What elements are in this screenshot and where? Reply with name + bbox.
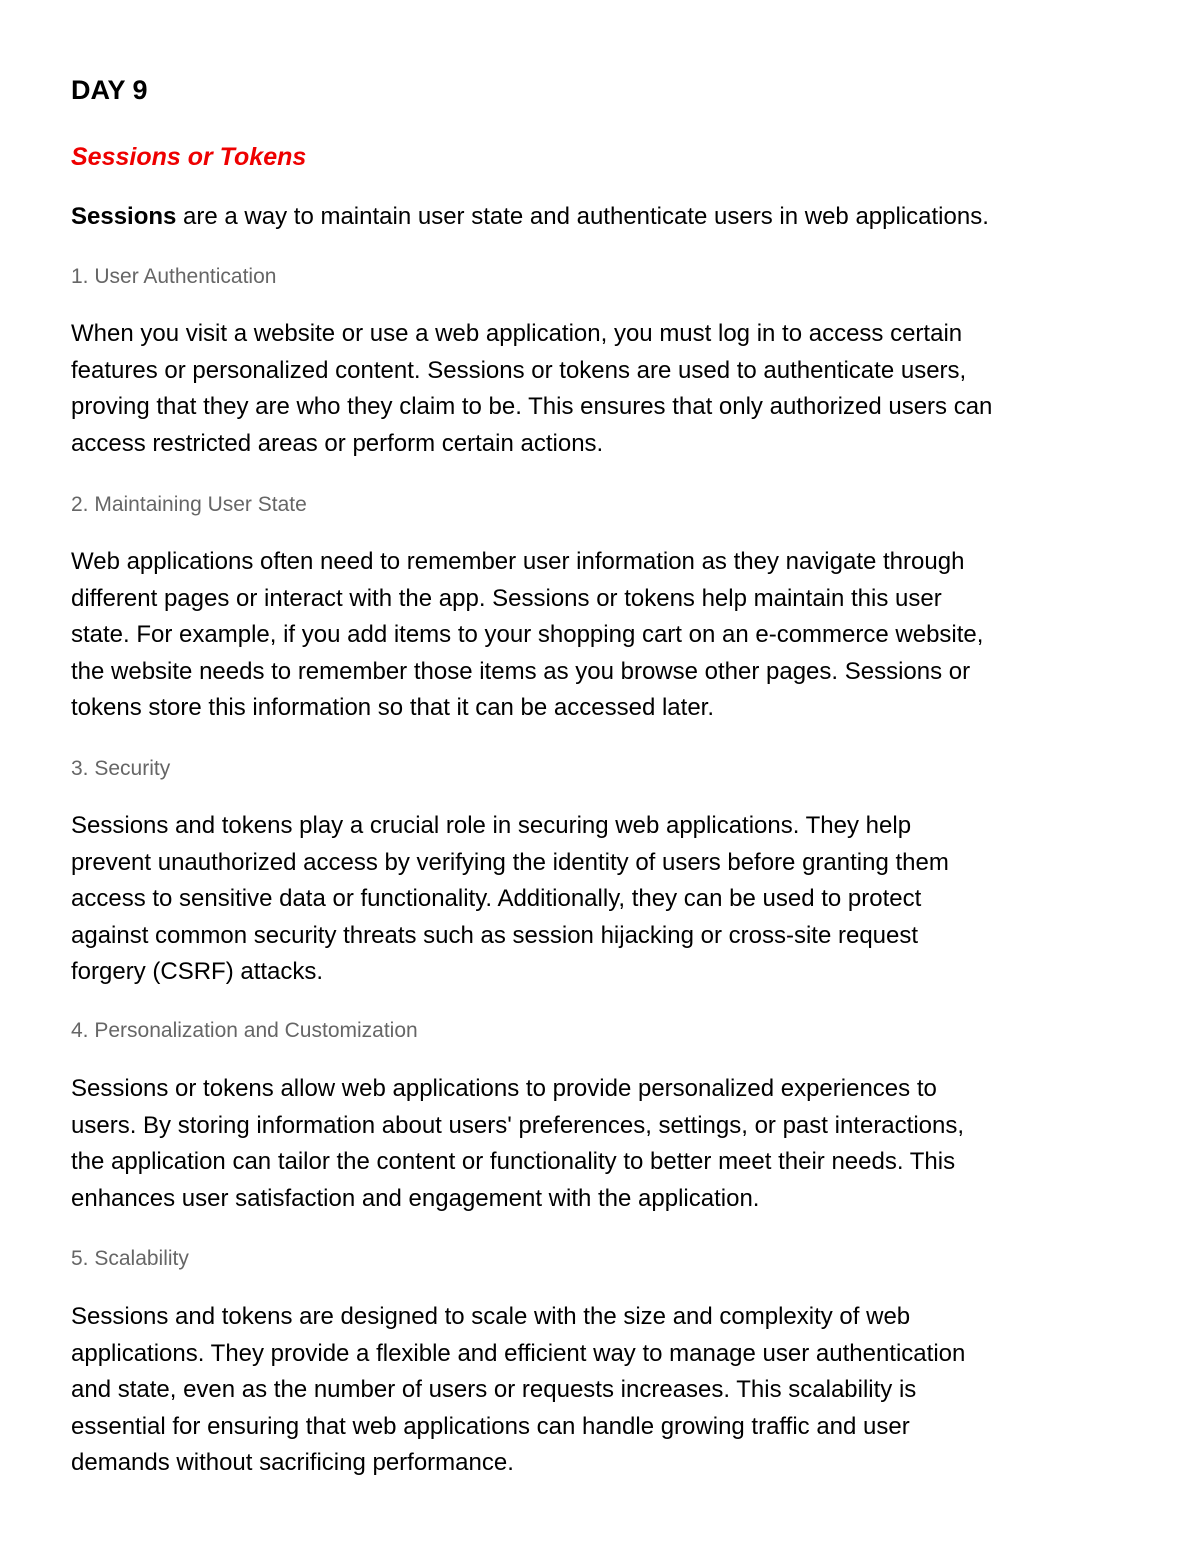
section-heading-maintaining-user-state: 2. Maintaining User State: [71, 493, 307, 516]
intro-lead: Sessions: [71, 203, 177, 230]
section-body-maintaining-user-state: Web applications often need to remember user information as they navigate through different pages or interact with the app. Sessions or tokens help maintain this user state. For example, if you add items to your shopping cart on an e-commerce website, the website needs to remember those items as you browse other pages. Sessions or tokens store this information so that it can be accessed later.: [71, 548, 984, 722]
section-body-security: Sessions and tokens play a crucial role in securing web applications. They help prevent unauthorized access by verifying the identity of users before granting them access to sensitive data or functionality. Additionally, they can be used to protect against common security threats such as session hijacking or cross-site request forgery (CSRF) attacks.: [71, 812, 949, 986]
subtitle: Sessions or Tokens: [71, 143, 307, 171]
intro-paragraph: [71, 199, 989, 236]
intro-rest: are a way to maintain user state and authenticate users in web applications.: [176, 203, 989, 230]
day-title: DAY 9: [71, 75, 148, 105]
section-body-user-authentication: When you visit a website or use a web application, you must log in to access certain features or personalized content. Sessions or tokens are used to authenticate users, proving that they are who they claim to be. This ensures that only authorized users can access restricted areas or perform certain actions.: [71, 320, 993, 457]
section-body-scalability: Sessions and tokens are designed to scale with the size and complexity of web applications. They provide a flexible and efficient way to manage user authentication and state, even as the number of users or requests increases. This scalability is essential for ensuring that web applications can handle growing traffic and user demands without sacrificing performance.: [71, 1303, 966, 1477]
section-heading-security: 3. Security: [71, 757, 171, 780]
section-body-personalization: Sessions or tokens allow web applications to provide personalized experiences to users. By storing information about users' preferences, settings, or past interactions, the application can tailor the content or functionality to better meet their needs. This enhances user satisfaction and engagement with the application.: [71, 1075, 965, 1212]
section-heading-user-authentication: 1. User Authentication: [71, 265, 277, 288]
section-heading-scalability: 5. Scalability: [71, 1247, 189, 1270]
section-heading-personalization: 4. Personalization and Customization: [71, 1019, 418, 1042]
